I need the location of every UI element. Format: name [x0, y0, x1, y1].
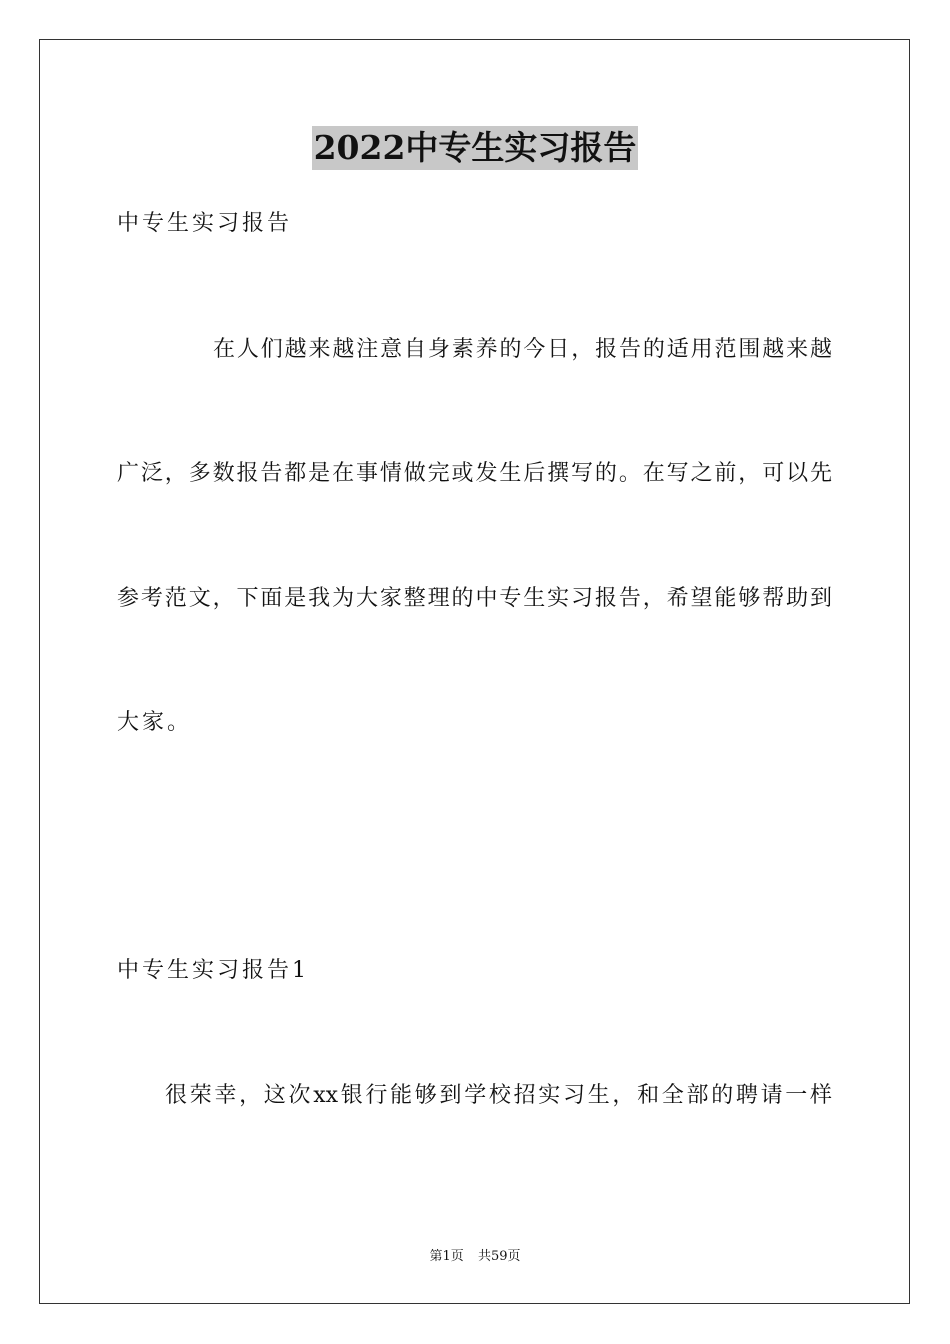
intro-line-4: 大家。 — [117, 710, 193, 735]
intro-line-2: 广泛，多数报告都是在事情做完或发生后撰写的。在写之前，可以先 — [117, 461, 832, 486]
page-number: 第1页 — [429, 1249, 464, 1264]
document-title: 2022中专生实习报告 — [312, 126, 639, 170]
section-first-line: 很荣幸，这次xx银行能够到学校招实习生，和全部的聘请一样 — [165, 1083, 832, 1108]
title-container — [0, 126, 950, 170]
total-pages: 共59页 — [477, 1249, 521, 1264]
page-footer — [0, 1248, 950, 1266]
document-subtitle: 中专生实习报告 — [117, 211, 293, 236]
intro-line-3: 参考范文，下面是我为大家整理的中专生实习报告，希望能够帮助到 — [117, 586, 832, 611]
intro-line-1: 在人们越来越注意自身素养的今日，报告的适用范围越来越 — [213, 337, 832, 362]
section-heading: 中专生实习报告1 — [117, 958, 309, 983]
